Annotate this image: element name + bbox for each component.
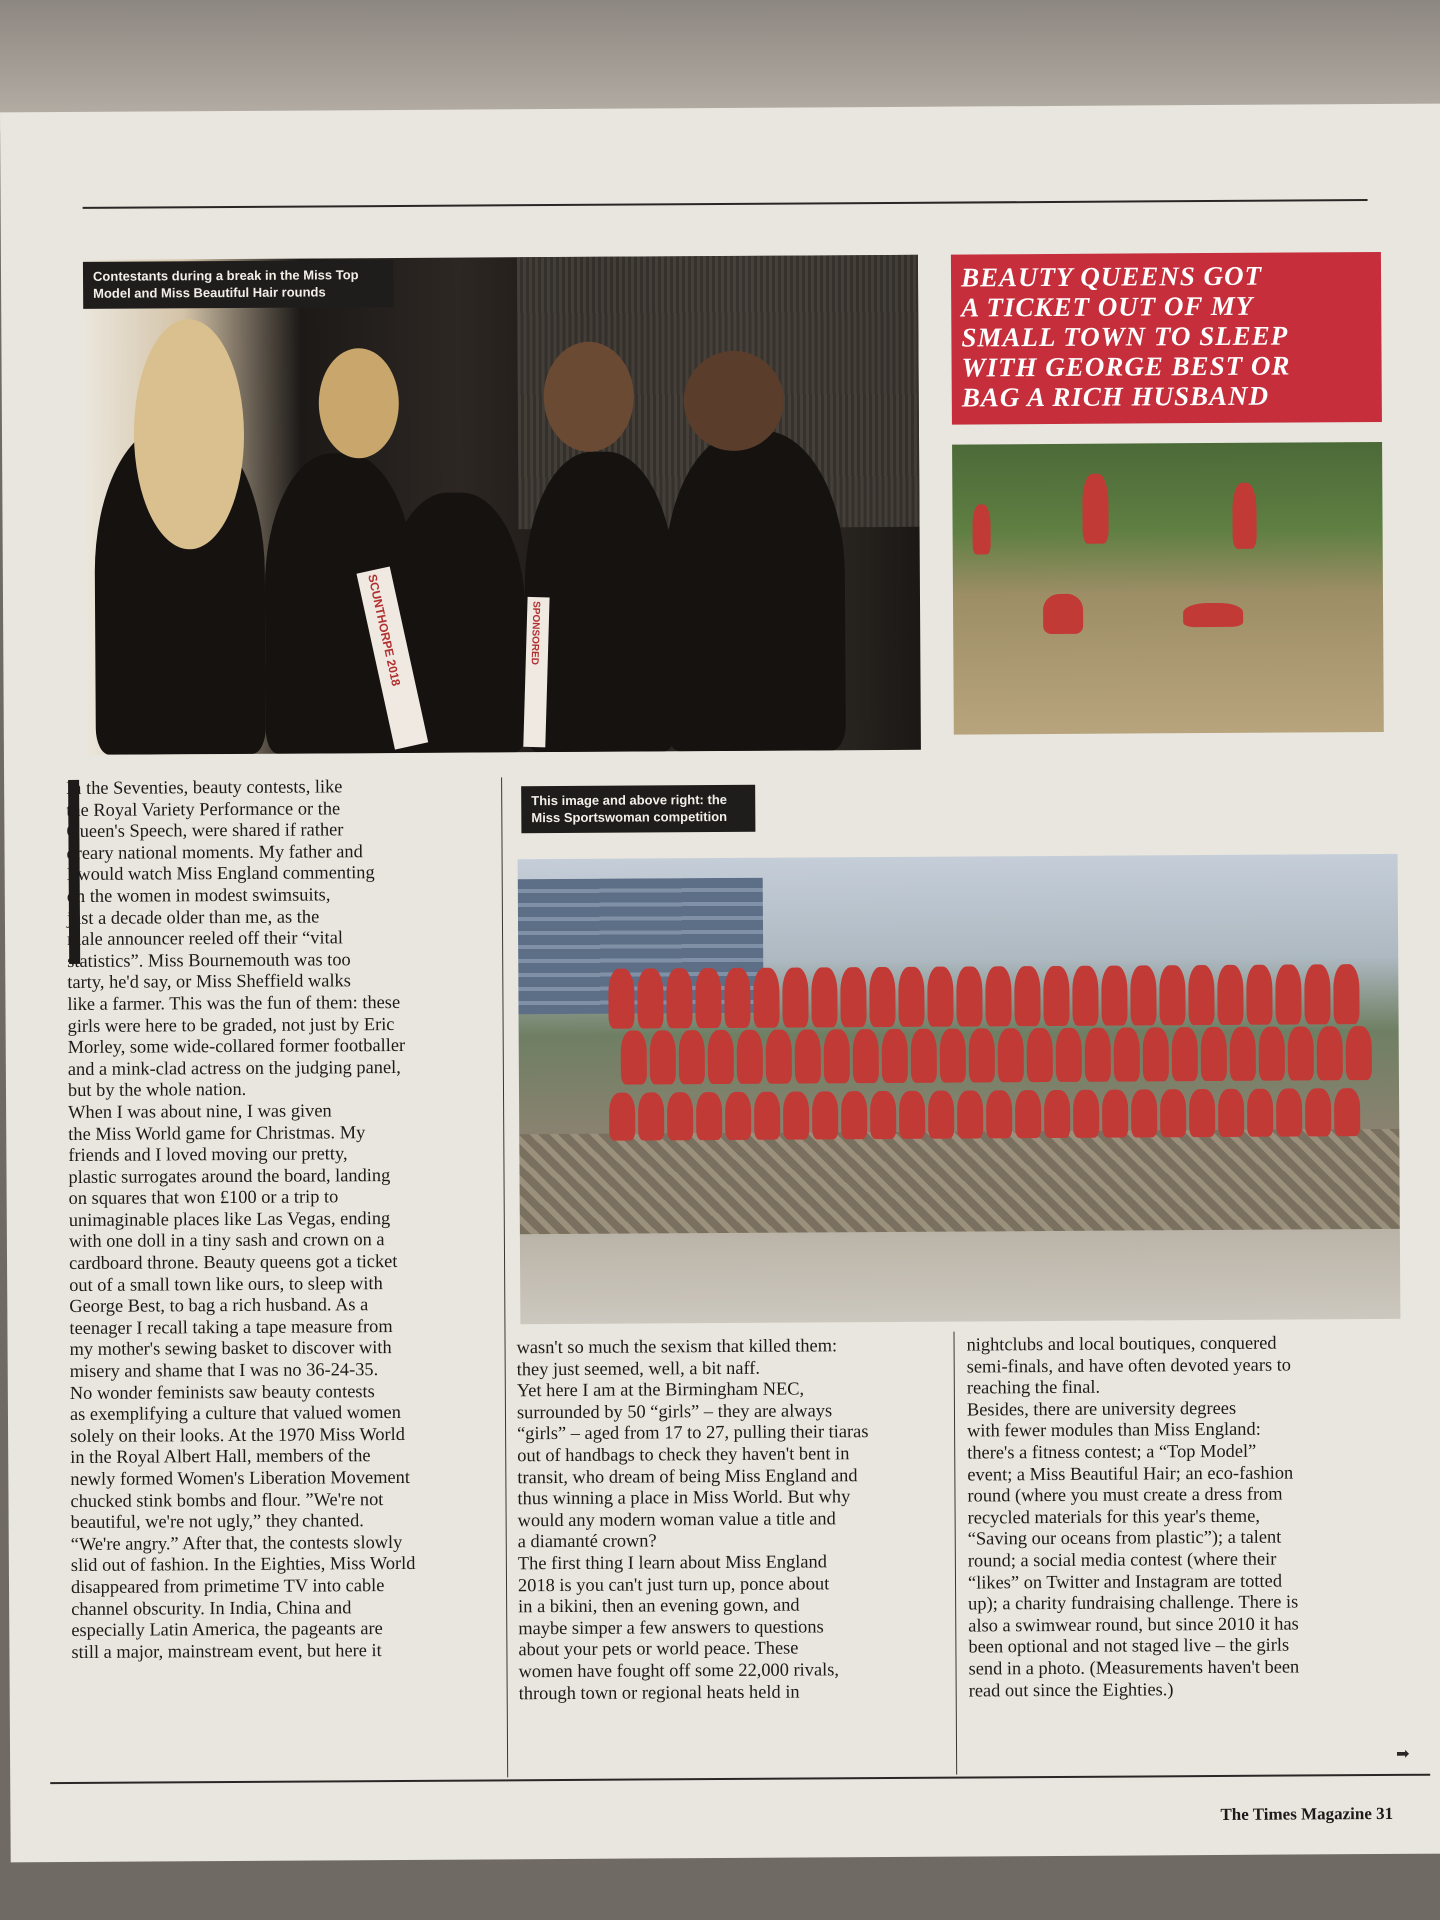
figure-red-shirt (1183, 603, 1243, 627)
figure-red-shirt (869, 967, 895, 1027)
figure-red-shirt (766, 1030, 792, 1084)
figure-red-shirt (811, 967, 837, 1027)
figure-red-shirt (638, 1092, 664, 1140)
figure-red-shirt (1334, 1088, 1360, 1136)
figure-hair (318, 348, 399, 458)
figure-red-shirt (1346, 1026, 1372, 1080)
figure-hair (683, 351, 784, 452)
figure-red-shirt (609, 1093, 635, 1141)
figure-red-shirt (956, 966, 982, 1026)
figure-red-shirt (928, 1091, 954, 1139)
figure-red-shirt (1201, 1027, 1227, 1081)
figure-red-shirt (998, 1028, 1024, 1082)
figure-red-shirt (621, 1030, 647, 1084)
figure-red-shirt (695, 968, 721, 1028)
figure-hair (133, 319, 244, 550)
figure-red-shirt (666, 968, 692, 1028)
pull-quote-line: A TICKET OUT OF MY (961, 290, 1254, 323)
column-rule (501, 777, 508, 1777)
figure-red-shirt (1073, 1090, 1099, 1138)
sash-text: SCUNTHORPE 2018 (365, 572, 404, 688)
figure-red-shirt (1317, 1026, 1343, 1080)
figure-red-shirt (1217, 965, 1243, 1025)
figure-red-shirt (940, 1029, 966, 1083)
figure-red-shirt (899, 1091, 925, 1139)
figure-hair (543, 342, 634, 453)
figure-red-shirt (1333, 964, 1359, 1024)
figure-red-shirt (1101, 966, 1127, 1026)
article-text: nightclubs and local boutiques, conquered semi-finals, and have often devoted years to reaching the final. Besides, there are university degrees with fewer modules than Miss England: there's a fitness contest; a “Top Model” event; a Miss Beautiful Hair; an eco-fashion round (where you must create a dress from recycled materials for this year's theme, “Saving our oceans from plastic”); a talent round; a social media contest (where their “likes” on Twitter and Instagram are totted up); a charity fundraising challenge. There is also a swimwear round, but since 2010 it has been optional and not staged live – the girls send in a photo. (Measurements haven't been read out since the Eighties.) (966, 1332, 1300, 1701)
figure-red-shirt (870, 1091, 896, 1139)
top-rule (83, 199, 1368, 209)
figure-red-shirt (1085, 1028, 1111, 1082)
article-column-2 (517, 1335, 919, 1705)
figure-red-shirt (667, 1092, 693, 1140)
figure-red-shirt (1275, 964, 1301, 1024)
figure-red-shirt (1082, 474, 1108, 544)
figure-red-shirt (985, 966, 1011, 1026)
pull-quote (951, 252, 1382, 425)
figure-red-shirt (1159, 965, 1185, 1025)
figure-red-shirt (1131, 1089, 1157, 1137)
figure-red-shirt (1044, 1090, 1070, 1138)
figure-red-shirt (1160, 1089, 1186, 1137)
figure-red-shirt (754, 1092, 780, 1140)
figure-red-shirt (608, 969, 634, 1029)
figure-red-shirt (1130, 965, 1156, 1025)
photo-stone-wall (519, 1129, 1400, 1234)
figure-red-shirt (1232, 483, 1256, 549)
figure-red-shirt (972, 504, 990, 554)
article-text: wasn't so much the sexism that killed them: they just seemed, well, a bit naff. Yet here I am at the Birmingham NEC, surrounded by 50 “girls” – they are always “girls” – aged from 17 to 27, pulling their tiaras out of handbags to check they haven't bent in transit, who dream of being Miss England and thus winning a place in Miss World. But why would any modern woman value a title and a diamanté crown? The first thing I learn about Miss England 2018 is you can't just turn up, ponce about in a bikini, then an evening gown, and maybe simper a few answers to questions about your pets or world peace. These women have fought off some 22,000 rivals, through town or regional heats held in (516, 1335, 869, 1703)
sash (523, 597, 549, 748)
article-column-1 (66, 775, 491, 1663)
figure-red-shirt (1259, 1027, 1285, 1081)
figure-red-shirt (1072, 966, 1098, 1026)
figure-red-shirt (1027, 1028, 1053, 1082)
sash-text: SPONSORED (528, 600, 542, 666)
article-column-3 (966, 1332, 1408, 1702)
figure-red-shirt (1189, 1089, 1215, 1137)
figure-red-shirt (737, 1030, 763, 1084)
figure-red-shirt (783, 1091, 809, 1139)
figure-red-shirt (986, 1090, 1012, 1138)
bottom-rule (50, 1774, 1430, 1784)
figure-red-shirt (1014, 966, 1040, 1026)
figure (664, 430, 846, 751)
figure-red-shirt (795, 1029, 821, 1083)
figure-red-shirt (1114, 1027, 1140, 1081)
figure-red-shirt (708, 1030, 734, 1084)
pull-quote-line: BAG A RICH HUSBAND (961, 380, 1270, 413)
figure-red-shirt (853, 1029, 879, 1083)
figure-red-shirt (1188, 965, 1214, 1025)
figure-red-shirt (637, 968, 663, 1028)
figure-red-shirt (1288, 1026, 1314, 1080)
column-rule (953, 1332, 957, 1775)
figure-red-shirt (1043, 594, 1083, 634)
figure-red-shirt (882, 1029, 908, 1083)
photo-caption-middle: This image and above right: the Miss Sportswoman competition (521, 785, 755, 833)
photo-contestants-break (83, 255, 921, 755)
figure-red-shirt (1143, 1027, 1169, 1081)
magazine-page (0, 104, 1440, 1863)
figure-red-shirt (1218, 1089, 1244, 1137)
figure-red-shirt (1056, 1028, 1082, 1082)
figure-red-shirt (1230, 1027, 1256, 1081)
photo-sportswoman-group (518, 854, 1401, 1324)
figure-red-shirt (782, 967, 808, 1027)
figure-red-shirt (1304, 964, 1330, 1024)
figure-red-shirt (1246, 965, 1272, 1025)
figure-red-shirt (957, 1090, 983, 1138)
photo-caption-top: Contestants during a break in the Miss Top Model and Miss Beautiful Hair rounds (83, 260, 393, 309)
pull-quote-line: BEAUTY QUEENS GOT (960, 260, 1263, 293)
figure-red-shirt (898, 967, 924, 1027)
pull-quote-line: SMALL TOWN TO SLEEP (961, 320, 1289, 353)
figure-red-shirt (1247, 1089, 1273, 1137)
page-folio: The Times Magazine 31 (1220, 1803, 1394, 1824)
pull-quote-line: WITH GEORGE BEST OR (961, 350, 1291, 383)
article-text: In the Seventies, beauty contests, like the Royal Variety Performance or the Queen's Speech, were shared if rather dreary national moments. My father and I would watch Miss England commenting on the women in modest swimsuits, just a decade older than me, as the male announcer reeled off their “vital statistics”. Miss Bournemouth was too tarty, he'd say, or Miss Sheffield walks like a farmer. This was the fun of them: these girls were here to be graded, not just by Eric Morley, some wide-collared former footballer and a mink-clad actress on the judging panel, but by the whole nation. When I was about nine, I was given the Miss World game for Christmas. My friends and I loved moving our pretty, plastic surrogates around the board, landing on squares that won £100 or a trip to unimaginable places like Las Vegas, ending with one doll in a tiny sash and crown on a cardboard throne. Beauty queens got a ticket out of a small town like ours, to sleep with George Best, to bag a rich husband. As a teenager I recall taking a tape measure from my mother's sewing basket to discover with misery and shame that I was no 36-24-35. No wonder feminists saw beauty contests as exemplifying a culture that valued women solely on their looks. At the 1970 Miss World in the Royal Albert Hall, members of the newly formed Women's Liberation Movement chucked stink bombs and flour. ”We're not beautiful, we're not ugly,” they chanted. “We're angry.” After that, the contests slowly slid out of fashion. In the Eighties, Miss World disappeared from primetime TV into cable channel obscurity. In India, China and especially Latin America, the pageants are still a major, mainstream event, but here it (66, 776, 416, 1662)
figure-red-shirt (679, 1030, 705, 1084)
figure-red-shirt (1172, 1027, 1198, 1081)
figure-red-shirt (1102, 1090, 1128, 1138)
figure-red-shirt (911, 1029, 937, 1083)
figure-red-shirt (1043, 966, 1069, 1026)
figure-red-shirt (1015, 1090, 1041, 1138)
figure-red-shirt (753, 968, 779, 1028)
figure-red-shirt (650, 1030, 676, 1084)
figure-red-shirt (725, 1092, 751, 1140)
figure-red-shirt (812, 1091, 838, 1139)
continue-arrow-icon: ➡ (1396, 1743, 1410, 1763)
figure-red-shirt (824, 1029, 850, 1083)
figure-red-shirt (1276, 1088, 1302, 1136)
figure-red-shirt (1305, 1088, 1331, 1136)
figure-red-shirt (840, 967, 866, 1027)
photo-sportswoman-lawn (952, 442, 1384, 735)
figure-red-shirt (841, 1091, 867, 1139)
figure-red-shirt (696, 1092, 722, 1140)
figure-red-shirt (927, 967, 953, 1027)
figure-red-shirt (969, 1028, 995, 1082)
figure-red-shirt (724, 968, 750, 1028)
